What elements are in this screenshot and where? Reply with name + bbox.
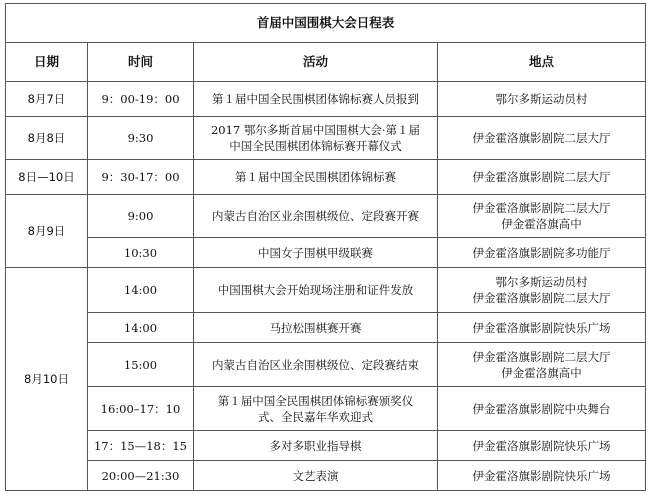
time-cell: 9:00 [88,195,194,238]
location-cell [438,461,646,491]
location-cell [438,160,646,195]
header-activity: 活动 [194,43,438,82]
location-line: 伊金霍洛旗影剧院二层大厅 [472,291,611,305]
table-title: 首届中国围棋大会日程表 [6,4,646,43]
date-cell: 8日—10日 [6,160,88,195]
location-line: 伊金霍洛旗影剧院快乐广场 [472,468,611,483]
activity-cell [194,238,438,268]
activity-line: 第１届中国全民围棋团体锦标赛人员报到 [212,92,419,106]
activity-cell [194,313,438,343]
table-row [6,461,646,491]
table-row [6,313,646,343]
activity-cell [194,387,438,431]
location-cell [438,313,646,343]
location-line: 伊金霍洛旗影剧院快乐广场 [472,320,611,335]
table-row [6,195,646,238]
location-line: 伊金霍洛旗影剧院快乐广场 [472,438,611,453]
activity-cell [194,160,438,195]
activity-cell [194,117,438,160]
date-cell: 8月7日 [6,82,88,117]
table-row [6,82,646,117]
location-cell [438,387,646,431]
location-line: 伊金霍洛旗影剧院二层大厅 [472,170,611,184]
activity-cell [194,431,438,461]
header-date: 日期 [6,43,88,82]
header-time: 时间 [88,43,194,82]
schedule-table [5,3,646,491]
location-cell [438,117,646,160]
activity-cell [194,343,438,387]
location-cell [438,238,646,268]
table-row [6,343,646,387]
location-line: 伊金霍洛旗影剧院二层大厅 [472,349,611,364]
activity-cell [194,461,438,491]
activity-line: 中国围棋大会开始现场注册和证件发放 [217,283,414,297]
table-row [6,238,646,268]
location-cell [438,195,646,238]
time-cell: 20:00—21:30 [88,461,194,491]
activity-line: 多对多职业指导棋 [269,438,362,453]
activity-cell [194,195,438,238]
header-location: 地点 [438,43,646,82]
header-row [6,43,646,82]
activity-line: 内蒙古自治区业余围棋级位、定段赛开赛 [212,209,419,223]
table-row [6,268,646,313]
date-cell: 8月9日 [6,195,88,268]
activity-line: 内蒙古自治区业余围棋级位、定段赛结束 [212,357,419,372]
time-cell: 15:00 [88,343,194,387]
activity-line: 2017 鄂尔多斯首届中国围棋大会·第１届 [210,123,421,137]
activity-cell [194,82,438,117]
time-cell: 9：00-19：00 [88,82,194,117]
location-line: 鄂尔多斯运动员村 [495,275,588,289]
activity-line: 第１届中国全民围棋团体锦标赛颁奖仪 [217,393,414,408]
activity-line: 中国全民围棋团体锦标赛开幕仪式 [229,139,402,153]
time-cell: 14:00 [88,313,194,343]
time-cell: 9：30-17：00 [88,160,194,195]
date-cell: 8月10日 [6,268,88,491]
activity-line: 文艺表演 [292,468,339,483]
activity-line: 第１届中国全民围棋团体锦标赛 [235,170,396,184]
location-line: 伊金霍洛旗高中 [501,217,582,231]
time-cell: 10:30 [88,238,194,268]
location-cell [438,431,646,461]
location-line: 伊金霍洛旗高中 [501,365,582,380]
location-line: 伊金霍洛旗影剧院多功能厅 [472,245,611,260]
table-row [6,160,646,195]
table-row [6,431,646,461]
time-cell: 16:00–17：10 [88,387,194,431]
time-cell: 9:30 [88,117,194,160]
activity-cell [194,268,438,313]
activity-line: 马拉松围棋赛开赛 [269,320,362,335]
time-cell: 17：15—18：15 [88,431,194,461]
date-cell: 8月8日 [6,117,88,160]
table-row [6,117,646,160]
location-cell [438,82,646,117]
location-line: 鄂尔多斯运动员村 [495,92,588,106]
location-cell [438,343,646,387]
activity-line: 中国女子围棋甲级联赛 [258,245,373,260]
location-line: 伊金霍洛旗影剧院中央舞台 [472,401,611,416]
location-line: 伊金霍洛旗影剧院二层大厅 [472,201,611,215]
time-cell: 14:00 [88,268,194,313]
title-row [6,4,646,43]
location-line: 伊金霍洛旗影剧院二层大厅 [472,131,611,145]
location-cell [438,268,646,313]
table-row [6,387,646,431]
activity-line: 式、全民嘉年华欢迎式 [258,409,373,424]
